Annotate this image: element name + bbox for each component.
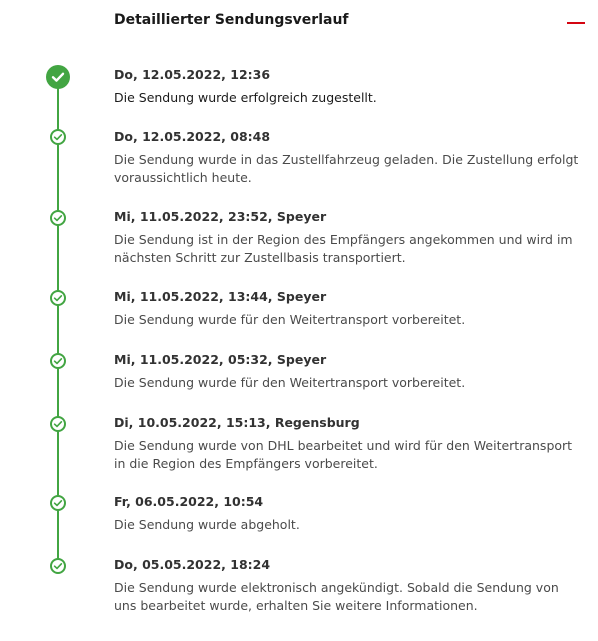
event-description: Die Sendung wurde erfolgreich zugestellt. (114, 90, 377, 105)
check-circle-icon (50, 129, 66, 145)
check-circle-filled-icon (46, 65, 70, 89)
collapse-button[interactable] (564, 12, 588, 36)
event-description: Die Sendung wurde von DHL bearbeitet und wird für den Weitertransport in die Region des Empfängers vorbereitet. (114, 438, 573, 471)
event-date: Mi, 11.05.2022, 13:44, Speyer (114, 289, 327, 304)
timeline-event (114, 67, 584, 107)
section-title: Detaillierter Sendungsverlauf (114, 12, 349, 28)
event-date: Mi, 11.05.2022, 23:52, Speyer (114, 209, 327, 224)
timeline-event (114, 289, 584, 329)
section-header[interactable] (0, 0, 598, 48)
event-date: Do, 12.05.2022, 08:48 (114, 129, 271, 144)
timeline-event (114, 209, 584, 267)
timeline-event (114, 557, 584, 615)
event-description: Die Sendung wurde abgeholt. (114, 517, 300, 532)
timeline-event (114, 129, 584, 187)
event-date: Fr, 06.05.2022, 10:54 (114, 494, 264, 509)
check-circle-icon (50, 353, 66, 369)
minus-icon (567, 22, 585, 24)
check-circle-icon (50, 416, 66, 432)
check-circle-icon (50, 210, 66, 226)
event-description: Die Sendung ist in der Region des Empfängers angekommen und wird im nächsten Schritt zur Zustellbasis transportiert. (114, 232, 573, 265)
event-date: Do, 12.05.2022, 12:36 (114, 67, 271, 82)
timeline-event (114, 415, 584, 473)
timeline-line (57, 77, 59, 567)
event-description: Die Sendung wurde für den Weitertransport vorbereitet. (114, 375, 466, 390)
event-description: Die Sendung wurde elektronisch angekündigt. Sobald die Sendung von uns bearbeitet wurde, erhalten Sie weitere Informationen. (114, 580, 559, 613)
timeline-event (114, 352, 584, 392)
check-circle-icon (50, 558, 66, 574)
event-description: Die Sendung wurde für den Weitertransport vorbereitet. (114, 312, 466, 327)
event-date: Di, 10.05.2022, 15:13, Regensburg (114, 415, 360, 430)
check-circle-icon (50, 290, 66, 306)
event-description: Die Sendung wurde in das Zustellfahrzeug geladen. Die Zustellung erfolgt voraussichtlich heute. (114, 152, 579, 185)
event-date: Mi, 11.05.2022, 05:32, Speyer (114, 352, 327, 367)
check-circle-icon (50, 495, 66, 511)
timeline-event (114, 494, 584, 534)
event-date: Do, 05.05.2022, 18:24 (114, 557, 271, 572)
